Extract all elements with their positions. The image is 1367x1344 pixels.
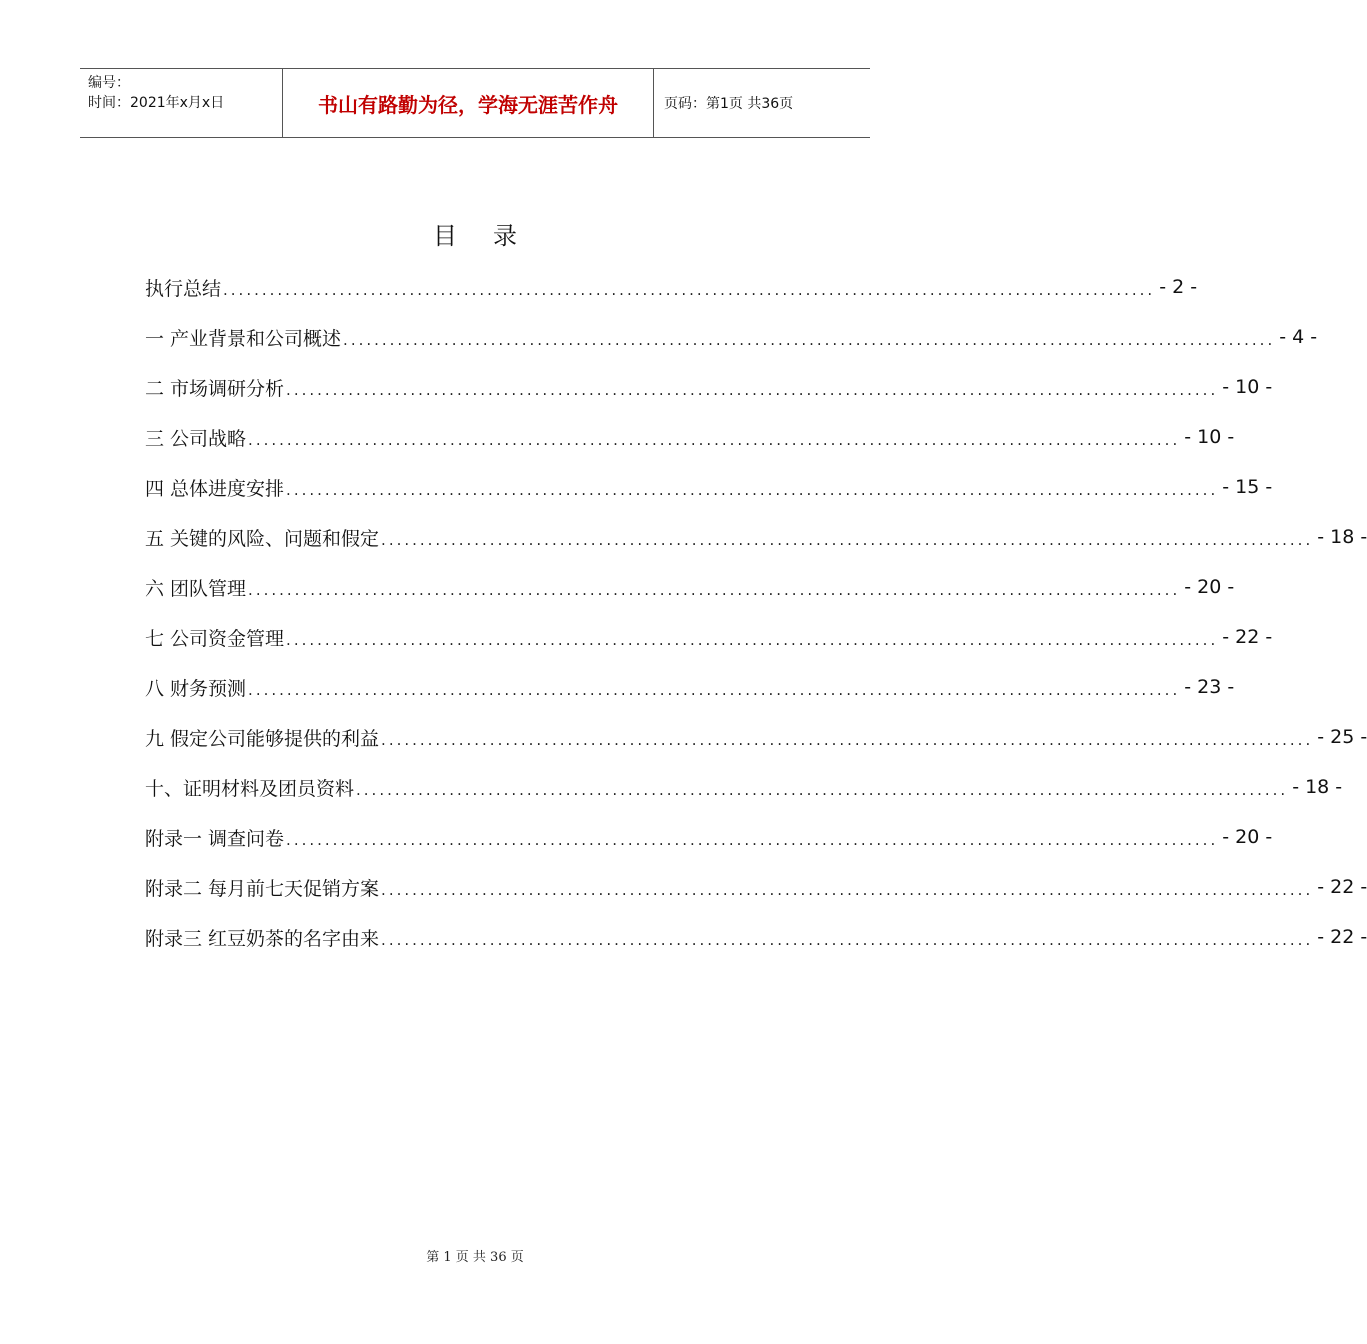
toc-entry-label: 四 总体进度安排 — [145, 477, 285, 500]
toc-leader-dots: ........................................................................................................................ — [286, 631, 1219, 649]
toc-leader-dots: ........................................................................................................................ — [223, 281, 1156, 299]
toc-entry-label: 执行总结 — [145, 277, 222, 300]
toc-leader-dots: ........................................................................................................................ — [381, 931, 1314, 949]
toc-entry-page: - 10 - — [1222, 376, 1273, 398]
toc-entry-page: - 22 - — [1317, 876, 1367, 898]
toc-leader-dots: ........................................................................................................................ — [343, 331, 1276, 349]
table-of-contents — [145, 262, 1367, 962]
toc-entry[interactable] — [145, 812, 1273, 862]
toc-leader-dots: ........................................................................................................................ — [381, 881, 1314, 899]
toc-entry-page: - 20 - — [1184, 576, 1235, 598]
toc-leader-dots: ........................................................................................................................ — [248, 681, 1181, 699]
toc-entry-label: 七 公司资金管理 — [145, 627, 285, 650]
toc-entry[interactable] — [145, 462, 1273, 512]
toc-entry-label: 附录二 每月前七天促销方案 — [145, 877, 380, 900]
toc-leader-dots: ........................................................................................................................ — [381, 731, 1314, 749]
toc-entry-label: 附录三 红豆奶茶的名字由来 — [145, 927, 380, 950]
toc-entry[interactable] — [145, 362, 1273, 412]
toc-entry[interactable] — [145, 512, 1367, 562]
toc-entry[interactable] — [145, 862, 1367, 912]
toc-entry[interactable] — [145, 762, 1343, 812]
toc-entry[interactable] — [145, 312, 1318, 362]
toc-leader-dots: ........................................................................................................................ — [286, 381, 1219, 399]
toc-entry[interactable] — [145, 912, 1367, 962]
document-number: 编号： — [88, 75, 130, 91]
header-motto: 书山有路勤为径，学海无涯苦作舟 — [282, 69, 654, 137]
toc-entry-label: 八 财务预测 — [145, 677, 247, 700]
page-header — [80, 68, 870, 138]
toc-entry[interactable] — [145, 662, 1235, 712]
toc-entry-label: 九 假定公司能够提供的利益 — [145, 727, 380, 750]
toc-entry-label: 六 团队管理 — [145, 577, 247, 600]
toc-entry[interactable] — [145, 712, 1367, 762]
document-date: 时间：2021年x月x日 — [88, 95, 225, 111]
toc-entry-label: 附录一 调查问卷 — [145, 827, 285, 850]
toc-entry-page: - 20 - — [1222, 826, 1273, 848]
toc-leader-dots: ........................................................................................................................ — [248, 581, 1181, 599]
toc-entry-label: 十、证明材料及团员资料 — [145, 777, 355, 800]
toc-entry[interactable] — [145, 562, 1235, 612]
toc-leader-dots: ........................................................................................................................ — [286, 481, 1219, 499]
toc-entry[interactable] — [145, 412, 1235, 462]
header-page-info: 页码：第1页 共36页 — [664, 96, 794, 112]
toc-entry-page: - 10 - — [1184, 426, 1235, 448]
toc-entry-page: - 15 - — [1222, 476, 1273, 498]
toc-entry-label: 三 公司战略 — [145, 427, 247, 450]
toc-entry[interactable] — [145, 262, 1198, 312]
toc-entry-page: - 25 - — [1317, 726, 1367, 748]
toc-entry-label: 一 产业背景和公司概述 — [145, 327, 342, 350]
toc-entry-label: 五 关键的风险、问题和假定 — [145, 527, 380, 550]
toc-entry[interactable] — [145, 612, 1273, 662]
toc-entry-page: - 23 - — [1184, 676, 1235, 698]
toc-entry-page: - 4 - — [1279, 326, 1318, 348]
toc-entry-page: - 22 - — [1317, 926, 1367, 948]
header-meta — [80, 69, 282, 137]
toc-title: 目录 — [433, 222, 553, 250]
page-footer: 第 1 页 共 36 页 — [426, 1250, 524, 1265]
toc-leader-dots: ........................................................................................................................ — [248, 431, 1181, 449]
toc-entry-label: 二 市场调研分析 — [145, 377, 285, 400]
toc-entry-page: - 18 - — [1317, 526, 1367, 548]
toc-leader-dots: ........................................................................................................................ — [286, 831, 1219, 849]
toc-entry-page: - 22 - — [1222, 626, 1273, 648]
toc-leader-dots: ........................................................................................................................ — [356, 781, 1289, 799]
toc-entry-page: - 18 - — [1292, 776, 1343, 798]
toc-leader-dots: ........................................................................................................................ — [381, 531, 1314, 549]
toc-entry-page: - 2 - — [1159, 276, 1198, 298]
